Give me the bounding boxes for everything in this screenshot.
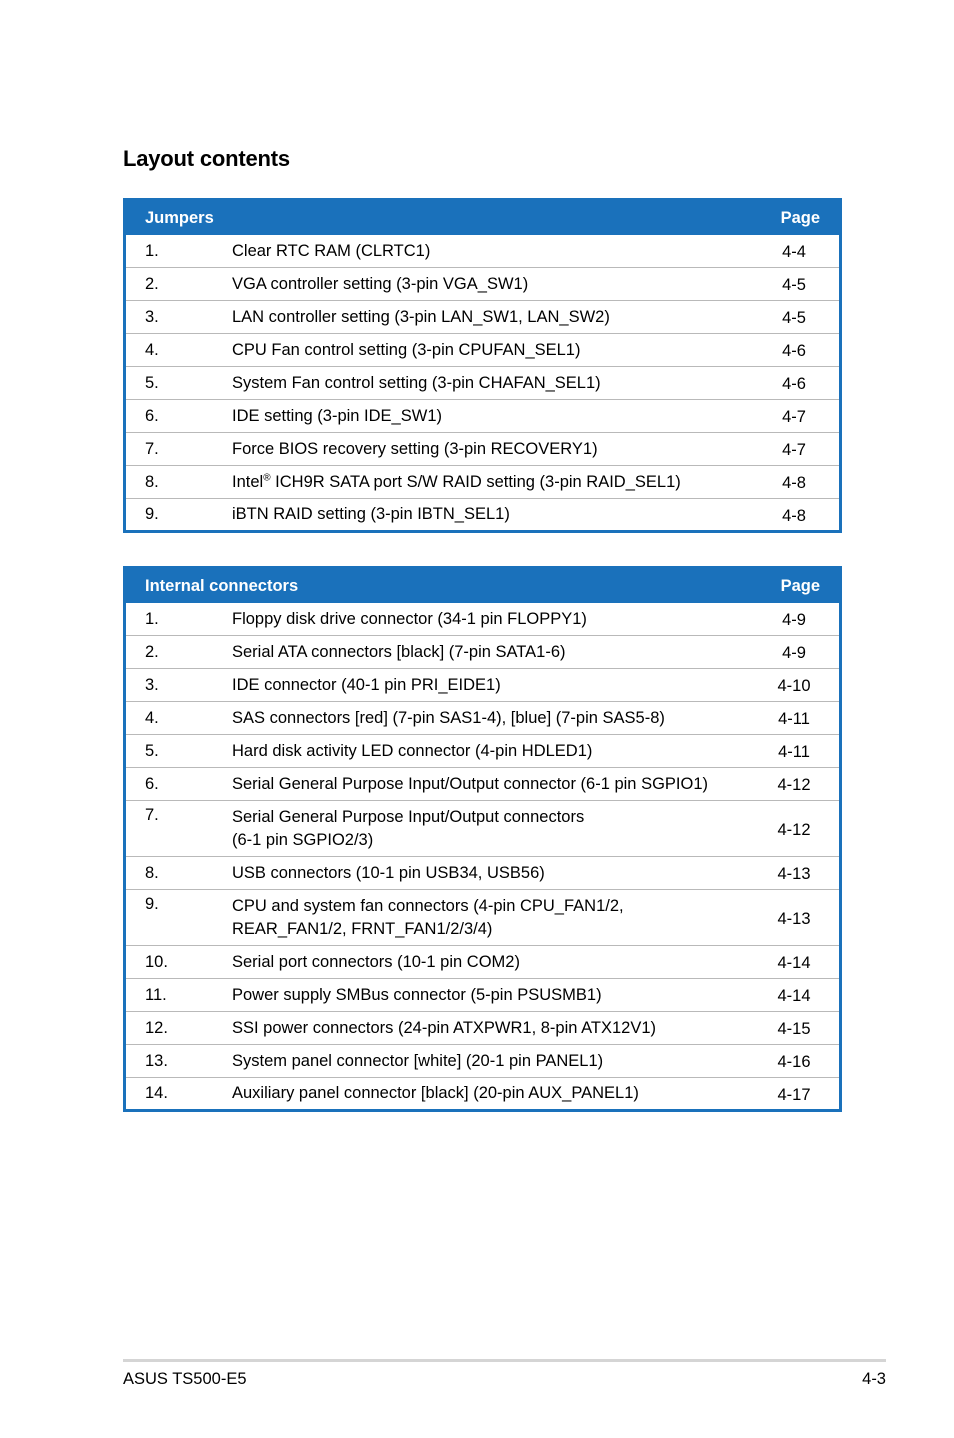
item-page: 4-5 — [782, 276, 806, 294]
item-label: Force BIOS recovery setting (3-pin RECOVERY1) — [232, 439, 598, 458]
header-page: Page — [780, 208, 820, 227]
item-label — [232, 895, 749, 941]
item-label: Hard disk activity LED connector (4-pin HDLED1) — [232, 741, 593, 760]
table-row — [126, 1011, 839, 1044]
item-label — [232, 471, 749, 494]
item-number: 13. — [145, 1051, 168, 1070]
item-number: 5. — [145, 741, 159, 760]
item-label: System panel connector [white] (20-1 pin PANEL1) — [232, 1051, 604, 1070]
table-row — [126, 635, 839, 668]
item-label: System Fan control setting (3-pin CHAFAN_SEL1) — [232, 373, 601, 392]
item-number: 11. — [145, 985, 167, 1004]
item-label: Serial port connectors (10-1 pin COM2) — [232, 952, 520, 971]
item-page: 4-9 — [782, 644, 806, 662]
table-row — [126, 465, 839, 498]
item-page: 4-12 — [777, 776, 811, 794]
header-title: Internal connectors — [145, 576, 299, 595]
table-row — [126, 1044, 839, 1077]
item-number: 10. — [145, 952, 168, 971]
item-page: 4-14 — [777, 954, 811, 972]
table-row — [126, 668, 839, 701]
item-label: IDE connector (40-1 pin PRI_EIDE1) — [232, 675, 501, 694]
item-page: 4-4 — [782, 243, 806, 261]
item-label: CPU Fan control setting (3-pin CPUFAN_SEL1) — [232, 340, 581, 359]
item-label: VGA controller setting (3-pin VGA_SW1) — [232, 274, 529, 293]
item-label-line: REAR_FAN1/2, FRNT_FAN1/2/3/4) — [232, 919, 493, 938]
item-number: 1. — [145, 241, 159, 260]
item-page: 4-17 — [777, 1085, 811, 1104]
item-page: 4-7 — [782, 408, 806, 426]
item-label: Auxiliary panel connector [black] (20-pin AUX_PANEL1) — [232, 1084, 639, 1102]
item-page: 4-13 — [777, 909, 811, 928]
table-row — [126, 734, 839, 767]
table-row — [126, 366, 839, 399]
table-row — [126, 432, 839, 465]
item-number: 9. — [145, 895, 159, 913]
table-row — [126, 235, 839, 267]
table-header — [126, 569, 839, 603]
item-label: USB connectors (10-1 pin USB34, USB56) — [232, 863, 545, 882]
item-label — [232, 806, 749, 852]
table-row — [126, 399, 839, 432]
item-page: 4-8 — [782, 506, 806, 525]
item-number: 7. — [145, 439, 159, 458]
item-label-brand: Intel — [232, 472, 264, 491]
internal-connectors-table — [123, 566, 842, 1112]
jumpers-table — [123, 198, 842, 533]
table-row — [126, 300, 839, 333]
item-label-line: CPU and system fan connectors (4-pin CPU_FAN1/2, — [232, 896, 624, 915]
item-page: 4-10 — [777, 677, 811, 695]
table-row — [126, 498, 839, 530]
item-number: 8. — [145, 472, 159, 491]
item-page: 4-16 — [777, 1053, 811, 1071]
item-page: 4-8 — [782, 474, 806, 492]
item-page: 4-14 — [777, 987, 811, 1005]
item-number: 5. — [145, 373, 159, 392]
item-label: iBTN RAID setting (3-pin IBTN_SEL1) — [232, 505, 510, 523]
item-label: Power supply SMBus connector (5-pin PSUSMB1) — [232, 985, 602, 1004]
item-label-line: (6-1 pin SGPIO2/3) — [232, 830, 374, 849]
item-label: LAN controller setting (3-pin LAN_SW1, LAN_SW2) — [232, 307, 610, 326]
item-label: SAS connectors [red] (7-pin SAS1-4), [blue] (7-pin SAS5-8) — [232, 708, 665, 727]
item-label: Serial ATA connectors [black] (7-pin SATA1-6) — [232, 642, 566, 661]
item-label: IDE setting (3-pin IDE_SW1) — [232, 406, 442, 425]
header-page: Page — [780, 576, 820, 595]
table-row — [126, 945, 839, 978]
item-number: 3. — [145, 307, 159, 326]
item-number: 8. — [145, 863, 159, 882]
table-header — [126, 201, 839, 235]
table-row — [126, 889, 839, 945]
item-page: 4-12 — [777, 820, 811, 839]
item-number: 2. — [145, 274, 159, 293]
item-page: 4-13 — [777, 865, 811, 883]
table-row — [126, 767, 839, 800]
table-row — [126, 978, 839, 1011]
table-row — [126, 267, 839, 300]
item-page: 4-15 — [777, 1020, 811, 1038]
table-row — [126, 856, 839, 889]
item-page: 4-9 — [782, 611, 806, 629]
page-title: Layout contents — [123, 146, 290, 171]
item-number: 3. — [145, 675, 159, 694]
footer-page-number: 4-3 — [862, 1370, 886, 1388]
item-page: 4-11 — [778, 743, 810, 761]
item-number: 9. — [145, 505, 159, 523]
footer-product-name: ASUS TS500-E5 — [123, 1370, 247, 1388]
registered-mark: ® — [263, 472, 271, 483]
item-number: 14. — [145, 1084, 168, 1102]
item-label: Floppy disk drive connector (34-1 pin FLOPPY1) — [232, 609, 587, 628]
item-label: SSI power connectors (24-pin ATXPWR1, 8-pin ATX12V1) — [232, 1018, 656, 1037]
item-label-line: Serial General Purpose Input/Output connectors — [232, 807, 585, 826]
table-row — [126, 603, 839, 635]
item-label: Clear RTC RAM (CLRTC1) — [232, 241, 431, 260]
table-row — [126, 1077, 839, 1109]
item-page: 4-5 — [782, 309, 806, 327]
item-page: 4-7 — [782, 441, 806, 459]
item-page: 4-6 — [782, 375, 806, 393]
footer-divider — [123, 1359, 886, 1362]
table-row — [126, 701, 839, 734]
item-number: 4. — [145, 340, 159, 359]
item-page: 4-11 — [778, 710, 810, 728]
item-page: 4-6 — [782, 342, 806, 360]
item-number: 6. — [145, 406, 159, 425]
item-number: 1. — [145, 609, 159, 628]
header-title: Jumpers — [145, 208, 214, 227]
item-label-rest: ICH9R SATA port S/W RAID setting (3-pin RAID_SEL1) — [270, 472, 681, 491]
item-number: 12. — [145, 1018, 168, 1037]
table-row — [126, 800, 839, 856]
item-number: 2. — [145, 642, 159, 661]
item-label: Serial General Purpose Input/Output connector (6-1 pin SGPIO1) — [232, 774, 709, 793]
item-number: 7. — [145, 806, 159, 824]
table-row — [126, 333, 839, 366]
item-number: 6. — [145, 774, 159, 793]
item-number: 4. — [145, 708, 159, 727]
